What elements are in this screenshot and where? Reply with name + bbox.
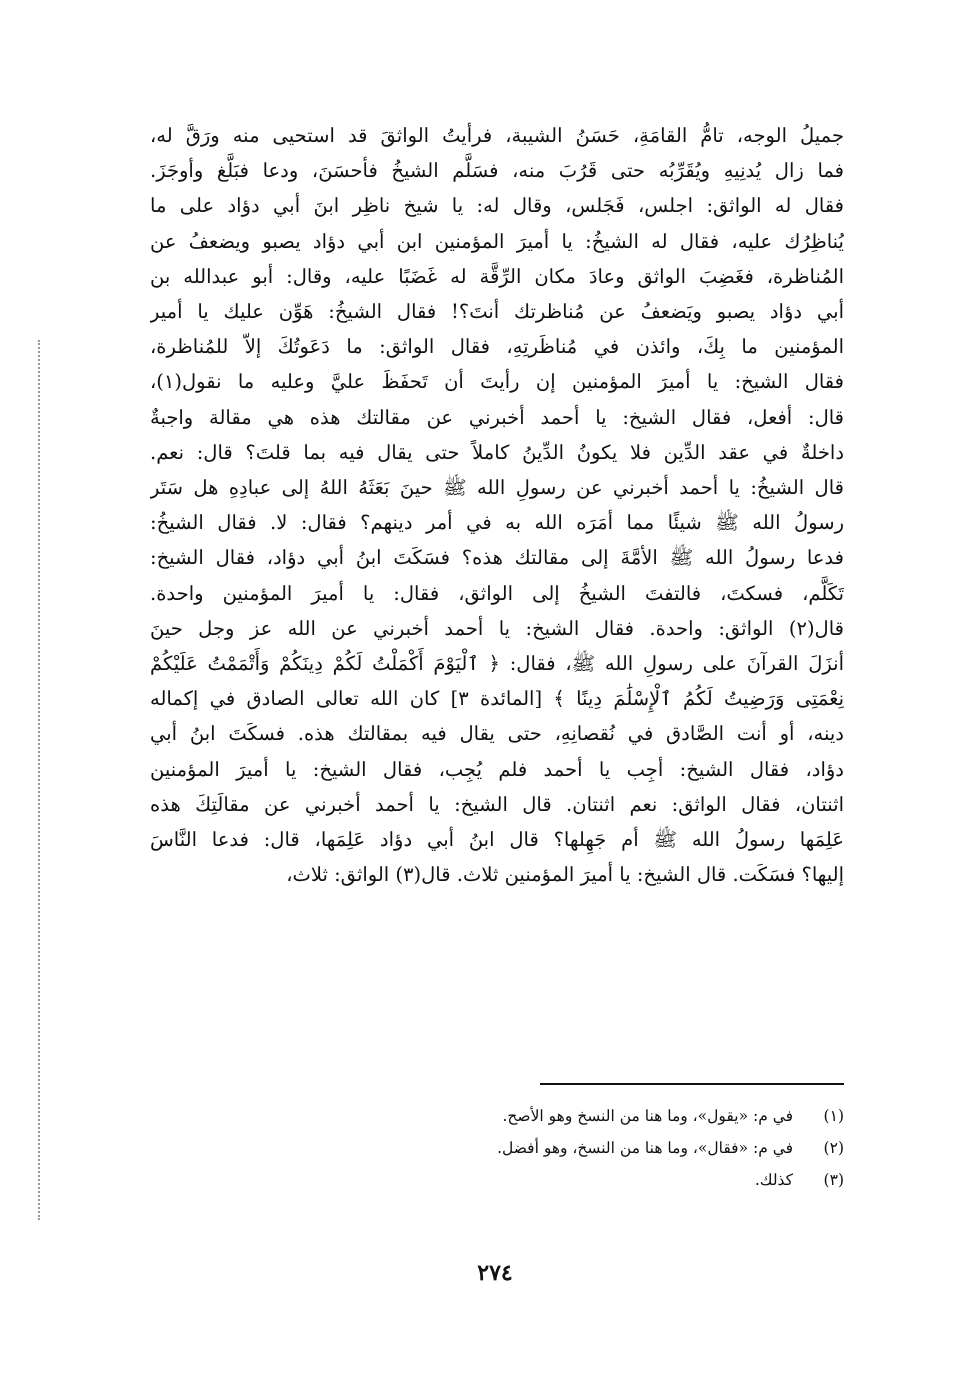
footnote-divider bbox=[540, 1083, 844, 1085]
text-line-3: فقال له الواثق: اجلس، فَجَلس، وقال له: يا شيخ ناظِر ابنَ أبي دؤاد على ما bbox=[150, 194, 844, 218]
footnotes bbox=[300, 1100, 844, 1196]
text-line-17-quran-quote: نِعْمَتِى وَرَضِيتُ لَكُمُ ٱلْإِسْلَٰمَ دِينًا ﴾ [المائدة ٣] كان الله تعالى الصادق في إكماله bbox=[150, 687, 844, 711]
text-line-22: إليها؟ فسَكَت. قال الشيخ: يا أميرَ المؤمنين ثلاث. قال(٣) الواثق: ثلاث، bbox=[286, 863, 844, 887]
dotted-binding-margin bbox=[38, 340, 40, 1220]
footnote-3 bbox=[300, 1164, 844, 1196]
text-line-14: تَكَلَّم، فسكتَ، فالتفتَ الشيخُ إلى الواثق، فقال: يا أميرَ المؤمنين واحدة. bbox=[150, 581, 844, 605]
text-line-8: فقال الشيخ: يا أميرَ المؤمنين إن رأيتَ أن تَحفَظَ عليَّ وعليه ما نقول(١)، bbox=[150, 370, 844, 394]
footnote-number: (٣) bbox=[823, 1171, 844, 1189]
text-line-5: المُناظرة، فغَضِبَ الواثق وعادَ مكان الرِّقَّة له غَضَبًا عليه، وقال: أبو عبدالله بن bbox=[150, 264, 844, 288]
text-line-9: قال: أفعل، فقال الشيخ: يا أحمد أخبرني عن مقالتك هذه هي مقالة واجبةٌ bbox=[150, 405, 844, 429]
footnote-text: كذلك. bbox=[754, 1171, 794, 1189]
text-line-15: قال(٢) الواثق: واحدة. فقال الشيخ: يا أحمد أخبرني عن الله عز وجل حينَ bbox=[150, 616, 844, 640]
footnote-text: في م: «فقال»، وما هنا من النسخ، وهو أفضل. bbox=[497, 1139, 794, 1157]
main-text bbox=[150, 118, 844, 892]
text-line-18: دينه، أو أنت الصَّادق في نُقصانِهِ، حتى يقال فيه بمقالتك هذه. فسكَتَ ابنُ أبي bbox=[150, 722, 844, 746]
text-line-20: اثنتان، فقال الواثق: نعم اثنتان. قال الشيخ: يا أحمد أخبرني عن مقالَتِكَ هذه bbox=[150, 792, 844, 816]
footnote-1 bbox=[300, 1100, 844, 1132]
text-line-6: أبي دؤاد يصبو ويَضعفُ عن مُناظرتك أنتَ؟! فقال الشيخُ: هَوِّن عليك يا أمير bbox=[150, 300, 844, 324]
text-line-7: المؤمنين ما بِكَ، وائذن في مُناظَرتِهِ، فقال الواثق: ما دَعَوتُكَ إلاّ للمُناظرة، bbox=[150, 335, 844, 359]
text-line-1: جميلُ الوجه، تامُّ القامَةِ، حَسَنُ الشيبة، فرأيتُ الواثقَ قد استحيى منه ورَقَّ له، bbox=[150, 124, 844, 147]
text-line-4: يُناظِرُك عليه، فقال له الشيخُ: يا أميرَ المؤمنين ابن أبي دؤاد يصبو ويضعفُ عن bbox=[150, 229, 844, 253]
text-line-10: داخلةٌ في عقد الدِّين فلا يكونُ الدِّينُ كاملاً حتى يقال فيه بما قلتَ؟ قال: نعم. bbox=[150, 440, 844, 464]
text-line-12: رسولُ الله ﷺ شيئًا مما أمَرَه الله به في أمر دينهم؟ فقال: لا. فقال الشيخُ: bbox=[150, 511, 844, 535]
footnote-number: (١) bbox=[823, 1107, 844, 1125]
text-line-11: قال الشيخُ: يا أحمد أخبرني عن رسولِ الله ﷺ حينَ بَعَثَهُ اللهُ إلى عبادِهِ هل سَتَر bbox=[150, 476, 844, 500]
text-line-16-quran-quote: أنزَلَ القرآنَ على رسولِ الله ﷺ، فقال: ﴿ ٱلْيَوْمَ أَكْمَلْتُ لَكُمْ دِينَكُمْ وَأَتْمَمْتُ عَلَيْكُمْ bbox=[150, 652, 844, 676]
text-line-13: فدعا رسولُ الله ﷺ الأمَّةَ إلى مقالتك هذه؟ فسَكَتَ ابنُ أبي دؤاد، فقال الشيخ: bbox=[150, 546, 844, 570]
text-line-2: فما زال يُدنِيهِ ويُقَرِّبُه حتى قَرُبَ منه، فسَلَّم الشيخُ فأحسَنَ، ودعا فبَلَّغ وأوجَزَ. bbox=[150, 159, 844, 183]
text-line-21: عَلِمَها رسولُ الله ﷺ أم جَهِلها؟ قال ابنُ أبي دؤاد عَلِمَها، قال: فدعا النَّاسَ bbox=[150, 828, 844, 852]
page-number: ٢٧٤ bbox=[477, 1260, 513, 1286]
footnote-text: في م: «يقول»، وما هنا من النسخ وهو الأصح. bbox=[502, 1107, 794, 1125]
text-line-19: دؤاد، فقال الشيخ: أجِب يا أحمد فلم يُجِب، فقال الشيخ: يا أميرَ المؤمنين bbox=[150, 757, 844, 781]
footnote-number: (٢) bbox=[823, 1139, 844, 1157]
footnote-2 bbox=[300, 1132, 844, 1164]
